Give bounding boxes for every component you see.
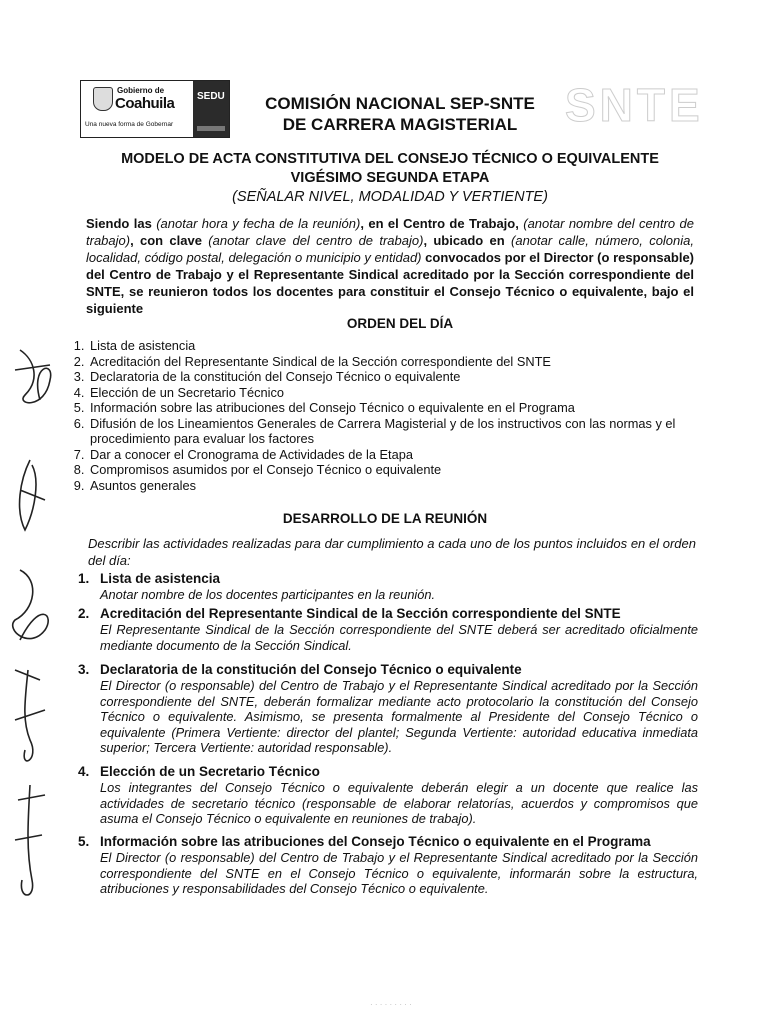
- section-heading: [78, 661, 698, 678]
- agenda-item: 2. Acreditación del Representante Sindical de la Sección correspondiente del SNTE: [88, 354, 712, 370]
- agenda-item: 9. Asuntos generales: [88, 478, 712, 494]
- section-3: [78, 661, 698, 756]
- intro-part-1: Siendo las: [86, 216, 157, 231]
- header-title: [240, 93, 560, 135]
- margin-signatures: [0, 340, 70, 940]
- section-number: 4.: [78, 764, 90, 779]
- agenda-item: 1. Lista de asistencia: [88, 338, 712, 354]
- document-heading: [70, 150, 710, 207]
- section-1: [78, 570, 698, 603]
- faint-footer-mark: · · · · · · · · ·: [370, 1000, 412, 1009]
- agenda-title: ORDEN DEL DÍA: [346, 316, 454, 331]
- agenda-item: 3. Declaratoria de la constitución del Consejo Técnico o equivalente: [88, 369, 712, 385]
- logo-tagline: Una nueva forma de Gobernar: [85, 121, 174, 128]
- agenda-item: 6. Difusión de los Lineamientos Generales de Carrera Magisterial y de los instructivos con las normas y el procedimiento para evaluar los factores: [88, 416, 712, 447]
- section-body: El Director (o responsable) del Centro de Trabajo y el Representante Sindical acreditado por la Sección correspondiente del SNTE en el Consejo Técnico o equivalente, informarán sobre la estructura, atribuciones y responsabilidades del Consejo Técnico o equivalente.: [100, 850, 698, 897]
- agenda-list: [70, 338, 712, 493]
- heading-line-3: (SEÑALAR NIVEL, MODALIDAD Y VERTIENTE): [232, 189, 548, 205]
- agenda-item: 7. Dar a conocer el Cronograma de Actividades de la Etapa: [88, 447, 712, 463]
- header-line-2: DE CARRERA MAGISTERIAL: [282, 115, 518, 134]
- agenda-item: 4. Elección de un Secretario Técnico: [88, 385, 712, 401]
- section-heading: [78, 570, 698, 587]
- sedu-logo: [193, 81, 229, 137]
- section-number: 5.: [78, 834, 90, 849]
- intro-part-6: (anotar clave del centro de trabajo): [208, 233, 424, 248]
- section-5: [78, 833, 698, 897]
- coahuila-logo-left: [81, 81, 193, 137]
- snte-watermark: SNTE: [565, 79, 704, 131]
- section-title: Declaratoria de la constitución del Consejo Técnico o equivalente: [100, 662, 522, 677]
- heading-line-1: MODELO DE ACTA CONSTITUTIVA DEL CONSEJO TÉCNICO O EQUIVALENTE: [121, 151, 659, 167]
- logo-stripe: [197, 126, 225, 131]
- intro-part-8: (anotar calle, número, colonia, localidad, código postal, delegación o municipio y entidad): [86, 233, 694, 265]
- signature-4: [15, 670, 45, 761]
- header-line-1: COMISIÓN NACIONAL SEP-SNTE: [265, 94, 535, 113]
- development-title: DESARROLLO DE LA REUNIÓN: [282, 511, 488, 526]
- intro-part-4: (anotar nombre del centro de trabajo): [86, 216, 695, 248]
- section-number: 2.: [78, 606, 90, 621]
- signature-1: [15, 350, 51, 403]
- section-number: 3.: [78, 662, 90, 677]
- signature-3: [13, 570, 48, 640]
- intro-part-3: , en el Centro de Trabajo,: [360, 216, 524, 231]
- intro-part-2: (anotar hora y fecha de la reunión): [156, 216, 361, 231]
- intro-part-9: convocados por el Director (o responsable) del Centro de Trabajo y el Representante Sindical acreditado por la Sección correspondiente del SNTE, se reunieron todos los docentes para constituir el Consejo Técnico o equivalente, bajo el siguiente: [86, 250, 695, 316]
- section-title: Elección de un Secretario Técnico: [100, 764, 320, 779]
- section-title: Información sobre las atribuciones del Consejo Técnico o equivalente en el Programa: [100, 834, 651, 849]
- section-heading: [78, 763, 698, 780]
- coat-of-arms-icon: [93, 87, 113, 111]
- section-title: Acreditación del Representante Sindical de la Sección correspondiente del SNTE: [100, 606, 621, 621]
- signature-2: [20, 460, 45, 530]
- section-4: [78, 763, 698, 827]
- section-title: Lista de asistencia: [100, 571, 221, 586]
- section-body: Anotar nombre de los docentes participantes en la reunión.: [100, 587, 436, 602]
- section-heading: [78, 833, 698, 850]
- section-body: El Director (o responsable) del Centro de Trabajo y el Representante Sindical acreditado por la Sección correspondiente del SNTE, deberán formalizar mediante acto protocolario la constitución del Consejo Técnico o equivalente. Asimismo, se presenta formalmente al Presidente del Consejo Técnico o equivalente (Primera Vertiente: director del plantel; Segunda Vertiente: autoridad educativa inmediata superior; Tercera Vertiente: autoridad responsable).: [100, 678, 698, 756]
- agenda-item: 8. Compromisos asumidos por el Consejo Técnico o equivalente: [88, 462, 712, 478]
- section-2: [78, 605, 698, 653]
- development-intro: Describir las actividades realizadas para dar cumplimiento a cada uno de los puntos incluidos en el orden del día:: [88, 536, 696, 568]
- logo-gobierno-text: Gobierno de: [117, 86, 165, 95]
- logo-state-text: Coahuila: [115, 95, 175, 112]
- intro-paragraph: [86, 215, 694, 317]
- signature-5: [15, 785, 45, 895]
- section-body: El Representante Sindical de la Sección correspondiente del SNTE deberá ser acreditado oficialmente mediante documento de la Sección Sindical.: [100, 622, 698, 653]
- section-body: Los integrantes del Consejo Técnico o equivalente deberán elegir a un docente que realice las actividades de secretario técnico (responsable de elaborar relatorías, acuerdos y compromisos que asuma el Consejo Técnico o equivalente en reuniones de trabajo).: [100, 780, 698, 827]
- intro-part-7: , ubicado en: [423, 233, 512, 248]
- section-number: 1.: [78, 571, 90, 586]
- coahuila-logo: [80, 80, 230, 138]
- intro-part-5: , con clave: [130, 233, 209, 248]
- agenda-item: 5. Información sobre las atribuciones del Consejo Técnico o equivalente en el Programa: [88, 400, 712, 416]
- heading-line-2: VIGÉSIMO SEGUNDA ETAPA: [290, 170, 490, 186]
- sedu-text: SEDU: [197, 91, 225, 102]
- section-heading: [78, 605, 698, 622]
